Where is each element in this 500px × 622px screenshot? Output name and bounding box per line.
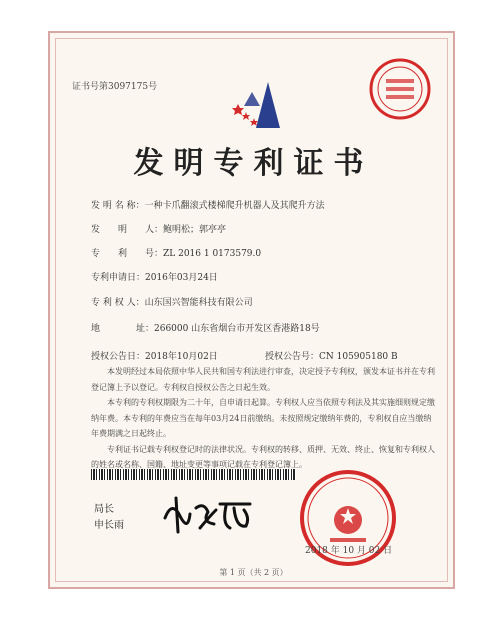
- grant-number: 授权公告号：CN 105905180 B: [265, 352, 398, 362]
- certificate: [48, 31, 455, 589]
- invention-name: 发 明 名 称：一种卡爪翻滚式楼梯爬升机器人及其爬升方法: [91, 201, 325, 211]
- statement-paragraphs: [91, 364, 436, 473]
- statement-paragraph-3: 专利证书记载专利权登记时的法律状况。专利权的转移、质押、无效、终止、恢复和专利权人的姓名或名称、国籍、地址变更等事项记载在专利登记簿上。: [91, 444, 435, 469]
- signature-name: 申长雨: [94, 520, 124, 531]
- seal-date: 2018 年 10 月 02 日: [305, 546, 393, 556]
- grant-date: 授权公告日：2018年10月02日: [91, 352, 218, 362]
- address: 地 址：266000 山东省烟台市开发区香港路18号: [91, 324, 320, 334]
- barcode: [91, 469, 296, 480]
- top-right-seal-icon: [368, 57, 432, 121]
- statement-paragraph-2: 本专利的专利权期限为二十年，自申请日起算。专利权人应当依照专利法及其实施细则规定缴纳年费。本专利的年费应当在每年03月24日前缴纳。未按照规定缴纳年费的，专利权自应当缴纳年费期满之日起终止。: [91, 398, 435, 438]
- handwritten-signature-icon: [160, 488, 255, 538]
- inventor: 发 明 人：鲍明松；郭亭亭: [91, 225, 227, 235]
- page-number: 第 1 页（共 2 页）: [219, 568, 288, 577]
- filing-date: 专利申请日：2016年03月24日: [91, 273, 218, 283]
- patentee: 专 利 权 人：山东国兴智能科技有限公司: [91, 298, 253, 308]
- certificate-number: 证书号第3097175号: [72, 82, 158, 92]
- signature-title: 局长: [94, 504, 114, 515]
- statement-paragraph-1: 本发明经过本局依照中华人民共和国专利法进行审查，决定授予专利权，颁发本证书并在专利登记簿上予以登记。专利权自授权公告之日起生效。: [91, 367, 435, 392]
- patent-office-logo-icon: [230, 78, 290, 134]
- patent-number: 专 利 号：ZL 2016 1 0173579.0: [91, 249, 262, 259]
- certificate-title: 发明专利证书: [133, 146, 374, 181]
